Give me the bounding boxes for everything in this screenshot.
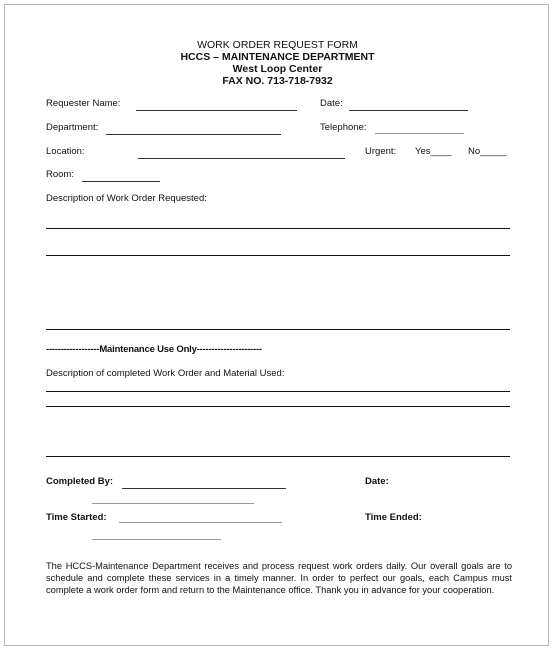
room-field[interactable] [82, 181, 160, 182]
description-line-1[interactable] [46, 228, 510, 229]
time-started-field[interactable] [119, 522, 282, 523]
completed-line-3[interactable] [46, 456, 510, 457]
completed-by-label: Completed By: [46, 476, 114, 487]
time-started-label: Time Started: [46, 512, 107, 523]
completed-by-field-2[interactable] [92, 503, 254, 504]
department-field[interactable] [106, 134, 281, 135]
description-requested-label: Description of Work Order Requested: [46, 193, 207, 204]
completed-line-2[interactable] [46, 406, 510, 407]
maintenance-date-label: Date: [365, 476, 389, 487]
requester-name-field[interactable] [136, 110, 297, 111]
form-title: WORK ORDER REQUEST FORM [197, 39, 358, 51]
fax-heading: FAX NO. 713-718-7932 [222, 75, 333, 87]
telephone-label: Telephone: [320, 122, 367, 133]
urgent-yes-option[interactable]: Yes____ [415, 146, 452, 157]
time-ended-label: Time Ended: [365, 512, 422, 523]
time-started-field-2[interactable] [92, 539, 221, 540]
department-label: Department: [46, 122, 99, 133]
description-line-3[interactable] [46, 329, 510, 330]
date-label: Date: [320, 98, 343, 109]
telephone-field[interactable] [375, 133, 464, 134]
location-label: Location: [46, 146, 85, 157]
footer-note: The HCCS-Maintenance Department receives and process request work orders daily. Our overall goals are to schedule and complete these services in a timely manner. In order to perfect our goals, each Campus must complete a work order form and return to the Maintenance office. Thank you in advance for your cooperation. [46, 561, 512, 595]
location-field[interactable] [138, 158, 345, 159]
room-label: Room: [46, 169, 74, 180]
urgent-label: Urgent: [365, 146, 397, 157]
completed-line-1[interactable] [46, 391, 510, 392]
department-heading: HCCS – MAINTENANCE DEPARTMENT [180, 51, 375, 63]
date-field[interactable] [349, 110, 468, 111]
center-heading: West Loop Center [232, 63, 323, 75]
requester-name-label: Requester Name: [46, 98, 121, 109]
description-completed-label: Description of completed Work Order and Material Used: [46, 368, 285, 379]
urgent-no-option[interactable]: No_____ [468, 146, 507, 157]
completed-by-field[interactable] [122, 488, 286, 489]
description-line-2[interactable] [46, 255, 510, 256]
maintenance-use-only-divider: ------------------Maintenance Use Only---------------------- [46, 344, 262, 355]
